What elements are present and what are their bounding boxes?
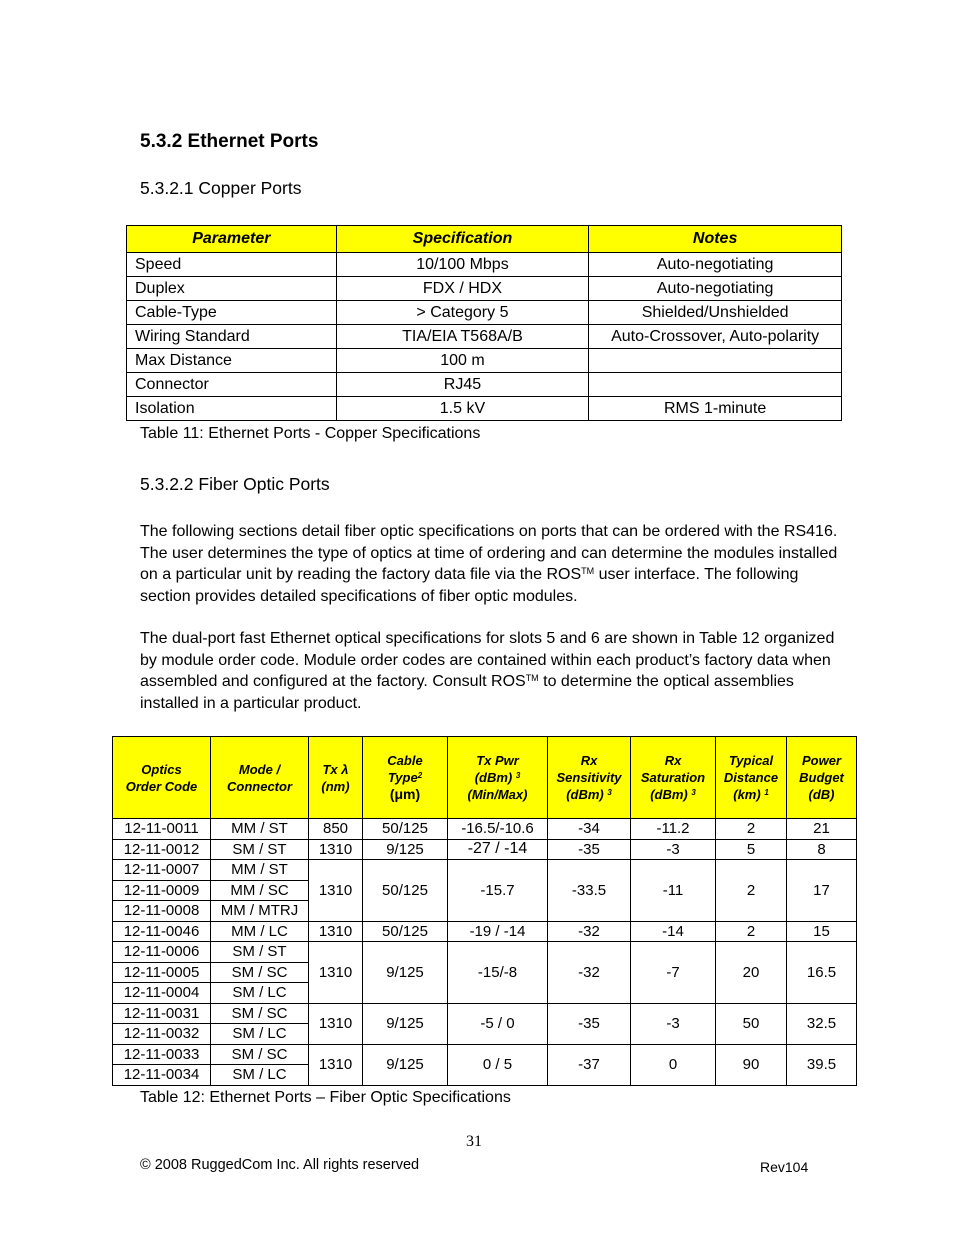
trademark-mark: TM bbox=[525, 673, 539, 683]
column-header-power-budget: Power Budget (dB) bbox=[787, 737, 857, 819]
mode-cell: MM / ST bbox=[211, 819, 309, 840]
column-header-order-code: Optics Order Code bbox=[113, 737, 211, 819]
table-row bbox=[127, 301, 842, 325]
order-code-cell: 12-11-0031 bbox=[113, 1003, 211, 1024]
column-header: Notes bbox=[589, 226, 842, 253]
table-cell: FDX / HDX bbox=[336, 277, 589, 301]
mode-cell: SM / LC bbox=[211, 1024, 309, 1045]
order-code-cell: 12-11-0009 bbox=[113, 880, 211, 901]
distance-cell: 20 bbox=[716, 942, 787, 1004]
cable-cell: 9/125 bbox=[363, 942, 448, 1004]
tx-cell: 1310 bbox=[309, 1044, 363, 1085]
column-header-tx-power: Tx Pwr (dBm) $^3$ (Min/Max) bbox=[448, 737, 548, 819]
tx-power-cell: -27 / -14 bbox=[448, 839, 548, 860]
table-row bbox=[127, 397, 842, 421]
mode-cell: MM / SC bbox=[211, 880, 309, 901]
rx-saturation-cell: -11.2 bbox=[631, 819, 716, 840]
mode-cell: MM / ST bbox=[211, 860, 309, 881]
column-header-distance: Typical Distance (km) $^1$ bbox=[716, 737, 787, 819]
table-row bbox=[127, 277, 842, 301]
budget-cell: 39.5 bbox=[787, 1044, 857, 1085]
tx-power-cell: -15/-8 bbox=[448, 942, 548, 1004]
rx-saturation-cell: -14 bbox=[631, 921, 716, 942]
table-row bbox=[113, 942, 857, 963]
table-row bbox=[113, 819, 857, 840]
distance-cell: 2 bbox=[716, 819, 787, 840]
order-code-cell: 12-11-0005 bbox=[113, 962, 211, 983]
copper-spec-table bbox=[126, 225, 842, 421]
table-row bbox=[113, 860, 857, 881]
table-cell: Duplex bbox=[127, 277, 337, 301]
rx-saturation-cell: -11 bbox=[631, 860, 716, 922]
rx-sensitivity-cell: -35 bbox=[548, 1003, 631, 1044]
tx-power-cell: -19 / -14 bbox=[448, 921, 548, 942]
rx-sensitivity-cell: -32 bbox=[548, 942, 631, 1004]
mode-cell: MM / LC bbox=[211, 921, 309, 942]
tx-cell: 1310 bbox=[309, 942, 363, 1004]
fiber-header-row bbox=[113, 737, 857, 819]
copyright-notice: © 2008 RuggedCom Inc. All rights reserved bbox=[140, 1157, 420, 1173]
table-row bbox=[113, 1003, 857, 1024]
budget-cell: 8 bbox=[787, 839, 857, 860]
tx-cell: 1310 bbox=[309, 839, 363, 860]
budget-cell: 17 bbox=[787, 860, 857, 922]
mode-cell: SM / SC bbox=[211, 1044, 309, 1065]
order-code-cell: 12-11-0012 bbox=[113, 839, 211, 860]
order-code-cell: 12-11-0033 bbox=[113, 1044, 211, 1065]
table-row bbox=[113, 839, 857, 860]
fiber-order-code-paragraph: The dual-port fast Ethernet optical specifications for slots 5 and 6 are shown in Table 12 organized by module order code. Module order codes are contained within each product’s factory data when assembled and configured at the factory. Consult ROS™ to determine the optical assemblies installed in a particular product. bbox=[140, 630, 835, 712]
copper-header-row bbox=[127, 226, 842, 253]
tx-cell: 850 bbox=[309, 819, 363, 840]
mode-cell: SM / SC bbox=[211, 1003, 309, 1024]
order-code-cell: 12-11-0004 bbox=[113, 983, 211, 1004]
rx-sensitivity-cell: -34 bbox=[548, 819, 631, 840]
table-cell: Auto-negotiating bbox=[589, 277, 842, 301]
table-cell: Auto-Crossover, Auto-polarity bbox=[589, 325, 842, 349]
mode-cell: SM / LC bbox=[211, 983, 309, 1004]
distance-cell: 90 bbox=[716, 1044, 787, 1085]
fiber-intro-paragraph: The following sections detail fiber optic specifications on ports that can be ordered with the RS416. The user determines the type of optics at time of ordering and can determine the modules installed on a particular unit by reading the factory data file via the ROS™ user interface. The following section provides detailed specifications of fiber optic modules. bbox=[140, 523, 838, 605]
distance-cell: 2 bbox=[716, 860, 787, 922]
column-header-cable-type: Cable Type$^2$ (μm) bbox=[363, 737, 448, 819]
page-number: 31 bbox=[466, 1133, 482, 1150]
mode-cell: SM / SC bbox=[211, 962, 309, 983]
table-row bbox=[127, 373, 842, 397]
tx-power-cell: -15.7 bbox=[448, 860, 548, 922]
table-cell: RJ45 bbox=[336, 373, 589, 397]
order-code-cell: 12-11-0011 bbox=[113, 819, 211, 840]
distance-cell: 5 bbox=[716, 839, 787, 860]
copper-ports-heading: 5.3.2.1 Copper Ports bbox=[140, 178, 302, 198]
table-cell: Wiring Standard bbox=[127, 325, 337, 349]
tx-power-cell: -16.5/-10.6 bbox=[448, 819, 548, 840]
table-row bbox=[113, 921, 857, 942]
order-code-cell: 12-11-0046 bbox=[113, 921, 211, 942]
rx-sensitivity-cell: -32 bbox=[548, 921, 631, 942]
cable-cell: 50/125 bbox=[363, 860, 448, 922]
table-cell: Connector bbox=[127, 373, 337, 397]
table-row bbox=[127, 325, 842, 349]
order-code-cell: 12-11-0034 bbox=[113, 1065, 211, 1086]
table-row bbox=[127, 349, 842, 373]
rx-saturation-cell: 0 bbox=[631, 1044, 716, 1085]
table-cell: Isolation bbox=[127, 397, 337, 421]
cable-cell: 9/125 bbox=[363, 1003, 448, 1044]
section-title: 5.3.2 Ethernet Ports bbox=[140, 131, 319, 152]
table-row bbox=[127, 253, 842, 277]
budget-cell: 15 bbox=[787, 921, 857, 942]
budget-cell: 16.5 bbox=[787, 942, 857, 1004]
rx-sensitivity-cell: -35 bbox=[548, 839, 631, 860]
revision-label: Rev104 bbox=[760, 1159, 809, 1175]
mode-cell: SM / LC bbox=[211, 1065, 309, 1086]
fiber-optic-spec-table bbox=[112, 736, 857, 1086]
table-cell bbox=[589, 349, 842, 373]
rx-saturation-cell: -3 bbox=[631, 1003, 716, 1044]
order-code-cell: 12-11-0032 bbox=[113, 1024, 211, 1045]
cable-cell: 50/125 bbox=[363, 921, 448, 942]
column-header-rx-saturation: Rx Saturation (dBm) $^3$ bbox=[631, 737, 716, 819]
table-cell: RMS 1-minute bbox=[589, 397, 842, 421]
rx-saturation-cell: -7 bbox=[631, 942, 716, 1004]
mode-cell: SM / ST bbox=[211, 942, 309, 963]
column-header-rx-sensitivity: Rx Sensitivity (dBm) $^3$ bbox=[548, 737, 631, 819]
tx-cell: 1310 bbox=[309, 921, 363, 942]
distance-cell: 2 bbox=[716, 921, 787, 942]
table-cell: Auto-negotiating bbox=[589, 253, 842, 277]
table-cell: Shielded/Unshielded bbox=[589, 301, 842, 325]
table-cell: Max Distance bbox=[127, 349, 337, 373]
column-header: Parameter bbox=[127, 226, 337, 253]
rx-sensitivity-cell: -37 bbox=[548, 1044, 631, 1085]
rx-sensitivity-cell: -33.5 bbox=[548, 860, 631, 922]
fiber-ports-heading: 5.3.2.2 Fiber Optic Ports bbox=[140, 474, 330, 494]
mode-cell: MM / MTRJ bbox=[211, 901, 309, 922]
order-code-cell: 12-11-0007 bbox=[113, 860, 211, 881]
table-cell: Cable-Type bbox=[127, 301, 337, 325]
tx-power-cell: 0 / 5 bbox=[448, 1044, 548, 1085]
tx-cell: 1310 bbox=[309, 860, 363, 922]
table-row bbox=[113, 1044, 857, 1065]
table-cell: 100 m bbox=[336, 349, 589, 373]
tx-cell: 1310 bbox=[309, 1003, 363, 1044]
budget-cell: 21 bbox=[787, 819, 857, 840]
copper-table-caption: Table 11: Ethernet Ports - Copper Specifications bbox=[140, 425, 481, 442]
cable-cell: 50/125 bbox=[363, 819, 448, 840]
column-header-tx-wavelength: Tx λ (nm) bbox=[309, 737, 363, 819]
table-cell: 1.5 kV bbox=[336, 397, 589, 421]
column-header-mode: Mode / Connector bbox=[211, 737, 309, 819]
distance-cell: 50 bbox=[716, 1003, 787, 1044]
table-cell: TIA/EIA T568A/B bbox=[336, 325, 589, 349]
cable-cell: 9/125 bbox=[363, 839, 448, 860]
rx-saturation-cell: -3 bbox=[631, 839, 716, 860]
table-cell: 10/100 Mbps bbox=[336, 253, 589, 277]
order-code-cell: 12-11-0006 bbox=[113, 942, 211, 963]
table-cell: > Category 5 bbox=[336, 301, 589, 325]
fiber-table-caption: Table 12: Ethernet Ports – Fiber Optic Specifications bbox=[140, 1089, 511, 1106]
cable-cell: 9/125 bbox=[363, 1044, 448, 1085]
table-cell: Speed bbox=[127, 253, 337, 277]
trademark-mark: TM bbox=[581, 566, 595, 576]
column-header: Specification bbox=[336, 226, 589, 253]
budget-cell: 32.5 bbox=[787, 1003, 857, 1044]
table-cell bbox=[589, 373, 842, 397]
mode-cell: SM / ST bbox=[211, 839, 309, 860]
order-code-cell: 12-11-0008 bbox=[113, 901, 211, 922]
tx-power-cell: -5 / 0 bbox=[448, 1003, 548, 1044]
